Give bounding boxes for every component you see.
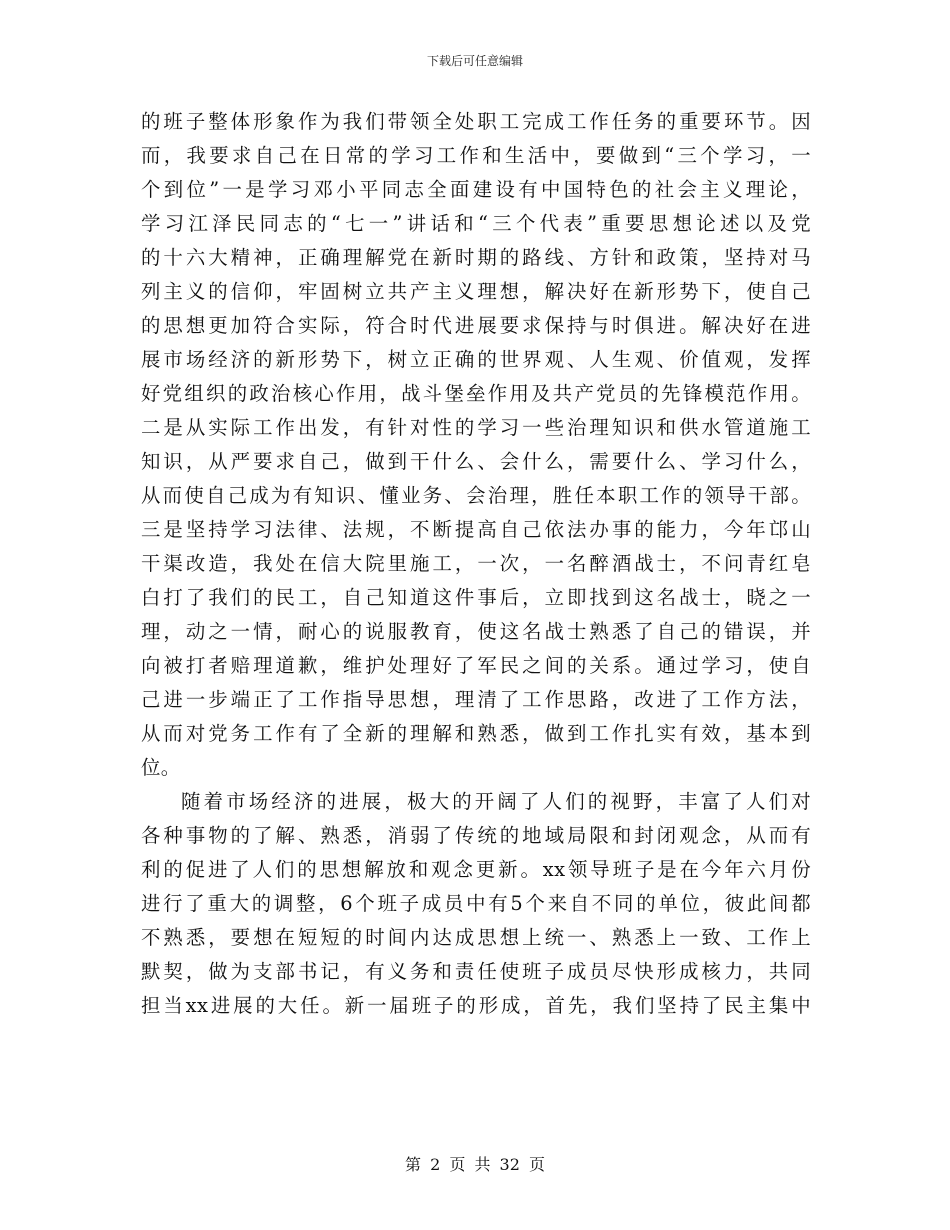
text-line: 从而对党务工作有了全新的理解和熟悉，做到工作扎实有效，基本到 [141, 722, 811, 745]
text-line: 理，动之一情，耐心的说服教育，使这名战士熟悉了自己的错误，并 [141, 620, 811, 643]
text-line: 各种事物的了解、熟悉，消弱了传统的地域局限和封闭观念，从而有 [141, 824, 811, 847]
text-line: 个到位”一是学习邓小平同志全面建设有中国特色的社会主义理论， [141, 178, 811, 201]
text-line: 担当xx进展的大任。新一届班子的形成，首先，我们坚持了民主集中 [141, 994, 811, 1017]
text-line: 的思想更加符合实际，符合时代进展要求保持与时俱进。解决好在进 [141, 314, 811, 337]
text-line: 从而使自己成为有知识、懂业务、会治理，胜任本职工作的领导干部。 [141, 484, 811, 507]
text-line: 学习江泽民同志的“七一”讲话和“三个代表”重要思想论述以及党 [141, 212, 811, 235]
text-line: 位。 [141, 756, 181, 779]
text-line: 知识，从严要求自己，做到干什么、会什么，需要什么、学习什么， [141, 450, 811, 473]
page-header: 下载后可任意编辑 [426, 54, 523, 68]
text-line: 列主义的信仰，牢固树立共产主义理想，解决好在新形势下，使自己 [141, 280, 811, 303]
text-line: 进行了重大的调整，6个班子成员中有5个来自不同的单位，彼此间都 [141, 892, 811, 915]
paragraph-2 [141, 785, 811, 1023]
text-line: 利的促进了人们的思想解放和观念更新。xx领导班子是在今年六月份 [141, 858, 811, 881]
body-text [141, 105, 811, 1023]
paragraph-1 [141, 105, 811, 785]
text-line: 的十六大精神，正确理解党在新时期的路线、方针和政策，坚持对马 [141, 246, 811, 269]
text-line: 干渠改造，我处在信大院里施工，一次，一名醉酒战士，不问青红皂 [141, 552, 811, 575]
text-line: 而，我要求自己在日常的学习工作和生活中，要做到“三个学习，一 [141, 144, 811, 167]
text-line: 默契，做为支部书记，有义务和责任使班子成员尽快形成核力，共同 [141, 960, 811, 983]
text-line: 二是从实际工作出发，有针对性的学习一些治理知识和供水管道施工 [141, 416, 811, 439]
text-line: 向被打者赔理道歉，维护处理好了军民之间的关系。通过学习，使自 [141, 654, 811, 677]
text-line: 展市场经济的新形势下，树立正确的世界观、人生观、价值观，发挥 [141, 348, 811, 371]
text-line: 好党组织的政治核心作用，战斗堡垒作用及共产党员的先锋模范作用。 [141, 382, 811, 405]
text-line: 随着市场经济的进展，极大的开阔了人们的视野，丰富了人们对 [181, 790, 811, 813]
text-line: 不熟悉，要想在短短的时间内达成思想上统一、熟悉上一致、工作上 [141, 926, 811, 949]
text-line: 己进一步端正了工作指导思想，理清了工作思路，改进了工作方法， [141, 688, 811, 711]
page-footer: 第 2 页 共 32 页 [405, 1155, 545, 1174]
text-line: 三是坚持学习法律、法规，不断提高自己依法办事的能力，今年邙山 [141, 518, 811, 541]
text-line: 的班子整体形象作为我们带领全处职工完成工作任务的重要环节。因 [141, 110, 811, 133]
text-line: 白打了我们的民工，自己知道这件事后，立即找到这名战士，晓之一 [141, 586, 811, 609]
